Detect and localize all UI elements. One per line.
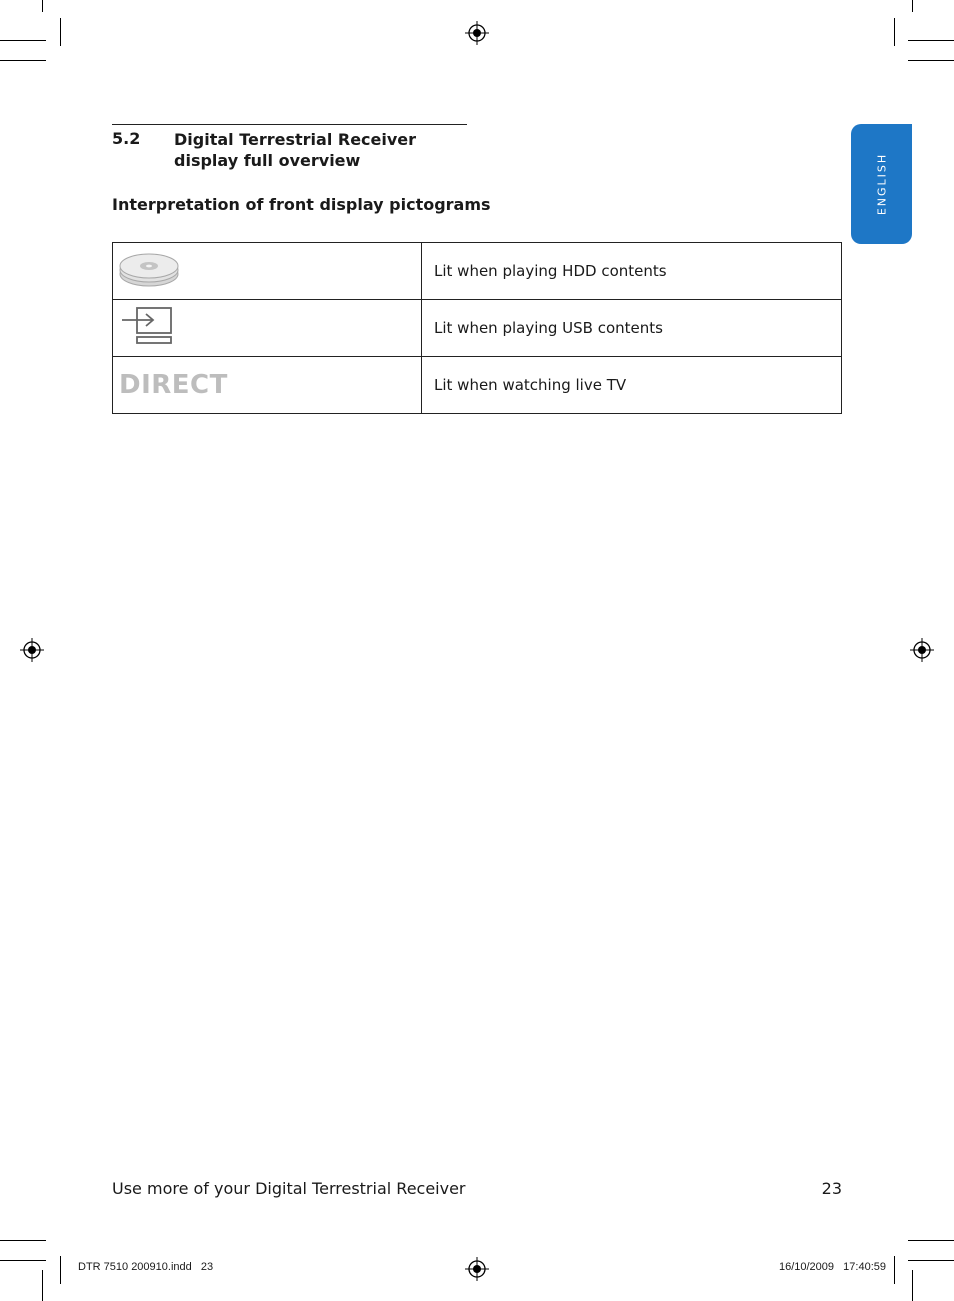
section-title: Digital Terrestrial Receiver display full overview bbox=[174, 130, 417, 170]
crop-mark bbox=[912, 1270, 913, 1301]
crop-mark bbox=[908, 60, 954, 61]
slug-datetime: 16/10/2009 17:40:59 bbox=[778, 1261, 886, 1273]
table-cell-icon bbox=[113, 300, 422, 357]
table-row bbox=[113, 300, 842, 357]
registration-mark-icon bbox=[20, 638, 44, 662]
language-tab-label: ENGLISH bbox=[875, 152, 888, 216]
table-row bbox=[113, 357, 842, 414]
crop-mark bbox=[0, 60, 46, 61]
table-row bbox=[113, 243, 842, 300]
crop-mark bbox=[0, 1260, 46, 1261]
table-cell-icon bbox=[113, 243, 422, 300]
registration-mark-icon bbox=[465, 21, 489, 45]
table-cell-icon bbox=[113, 357, 422, 414]
registration-mark-icon bbox=[910, 638, 934, 662]
crop-mark bbox=[908, 1260, 954, 1261]
subheading: Interpretation of front display pictograms bbox=[112, 195, 491, 214]
table-cell-description: Lit when watching live TV bbox=[422, 357, 842, 414]
crop-mark bbox=[894, 1256, 895, 1284]
section-number: 5.2 bbox=[112, 129, 141, 148]
crop-mark bbox=[908, 40, 954, 41]
direct-pictogram: DIRECT bbox=[119, 370, 228, 400]
crop-mark bbox=[0, 40, 46, 41]
section-rule bbox=[112, 124, 467, 125]
hdd-icon bbox=[119, 248, 181, 290]
registration-mark-icon bbox=[465, 1257, 489, 1281]
crop-mark bbox=[42, 0, 43, 12]
crop-mark bbox=[42, 1270, 43, 1301]
crop-mark bbox=[60, 1256, 61, 1284]
table-cell-description: Lit when playing USB contents bbox=[422, 300, 842, 357]
pictogram-table bbox=[112, 242, 842, 414]
crop-mark bbox=[908, 1240, 954, 1241]
language-tab bbox=[851, 124, 912, 244]
crop-mark bbox=[894, 18, 895, 46]
usb-icon bbox=[119, 305, 179, 347]
page-number: 23 bbox=[821, 1179, 842, 1198]
crop-mark bbox=[0, 1240, 46, 1241]
crop-mark bbox=[912, 0, 913, 12]
table-cell-description: Lit when playing HDD contents bbox=[422, 243, 842, 300]
footer-text: Use more of your Digital Terrestrial Receiver bbox=[112, 1179, 466, 1198]
crop-mark bbox=[60, 18, 61, 46]
slug-filename: DTR 7510 200910.indd 23 bbox=[78, 1261, 214, 1273]
